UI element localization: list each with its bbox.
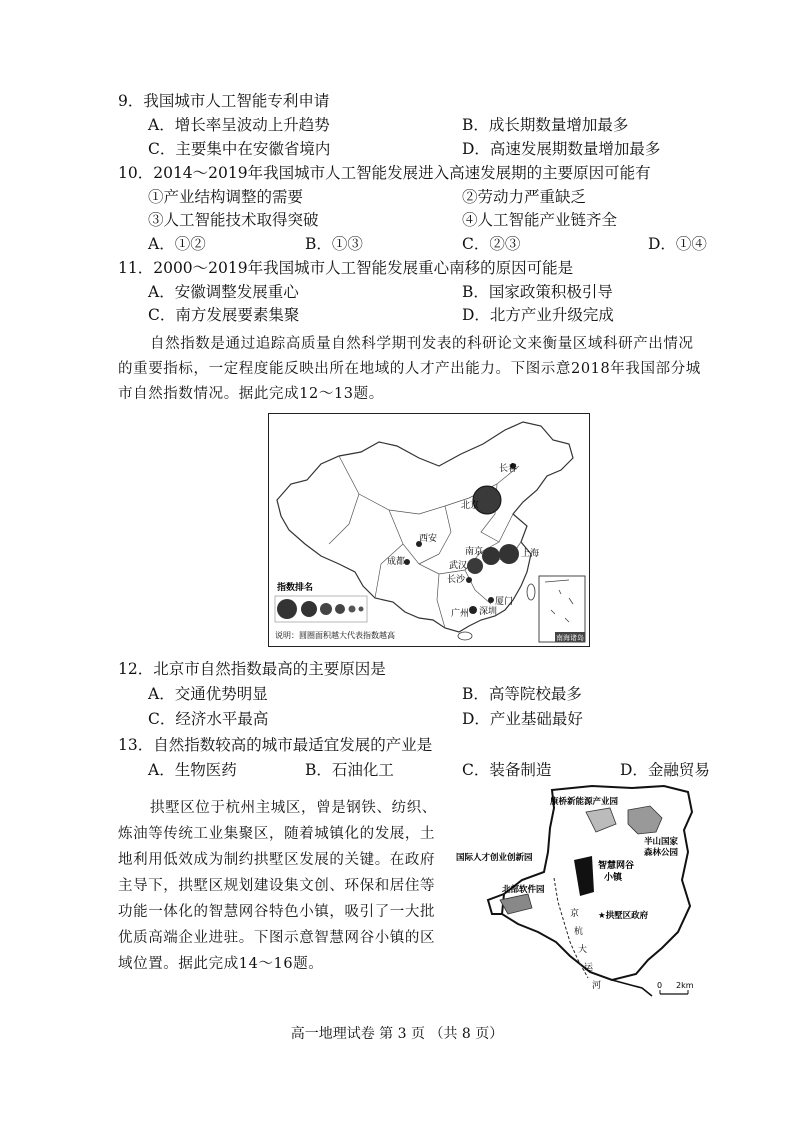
district-south-edge xyxy=(612,980,652,996)
q12-option-c: C．经济水平最高 xyxy=(148,710,269,728)
q11-option-b: B．国家政策积极引导 xyxy=(462,283,613,301)
intro2-line2: 炼油等传统工业集聚区，随着城镇化的发展，土 xyxy=(118,826,436,842)
intro2-line5: 功能一体化的智慧网谷特色小镇，吸引了一大批 xyxy=(118,904,436,920)
intro1-line2: 的重要指标，一定程度能反映出所在地域的人才产出能力。下图示意2018年我国部分城 xyxy=(118,361,701,377)
q9-option-a: A．增长率呈波动上升趋势 xyxy=(148,116,330,134)
wuhan-circle xyxy=(467,558,483,574)
q13-option-d: D．金融贸易 xyxy=(620,761,710,779)
shenzhen-label: 深圳 xyxy=(479,607,498,617)
q9-stem: 9．我国城市人工智能专利申请 xyxy=(118,92,330,110)
intro2-line3: 地利用低效成为制约拱墅区发展的关键。在政府 xyxy=(118,852,436,868)
xian-label: 西安 xyxy=(419,534,438,544)
intro1-line1: 自然指数是通过追踪高质量自然科学期刊发表的科研论文来衡量区域科研产出情况 xyxy=(150,336,694,352)
legend-circle-3 xyxy=(320,603,332,615)
q10-option-d: D．①④ xyxy=(648,235,707,253)
q11-option-d: D．北方产业升级完成 xyxy=(462,306,614,324)
canal-char-1: 京 xyxy=(570,909,580,919)
page-footer: 高一地理试卷 第 3 页 （共 8 页） xyxy=(290,1026,504,1042)
q13-option-b: B．石油化工 xyxy=(305,761,394,779)
intro1-line3: 市自然指数情况。据此完成12～13题。 xyxy=(118,386,384,402)
legend-circle-4 xyxy=(335,604,345,614)
changsha-label: 长沙 xyxy=(447,575,466,585)
q10-statement-1: ①产业结构调整的需要 xyxy=(148,188,304,206)
guangzhou-circle xyxy=(469,606,477,614)
shanghai-label: 上海 xyxy=(521,549,540,559)
banshan-label-2: 森林公园 xyxy=(644,848,679,858)
q12-option-a: A．交通优势明显 xyxy=(148,685,268,703)
legend-note: 说明：圆圈面积越大代表指数越高 xyxy=(275,631,395,640)
scale-km-label: 2km xyxy=(676,981,694,990)
intro2-line4: 主导下，拱墅区规划建设集文创、环保和居住等 xyxy=(118,878,436,894)
legend-circle-6 xyxy=(359,607,364,612)
xiamen-circle xyxy=(488,597,494,603)
q10-statement-2: ②劳动力严重缺乏 xyxy=(462,188,587,206)
changchun-label: 长春 xyxy=(499,464,518,474)
hainan-island xyxy=(458,632,472,640)
legend-title: 指数排名 xyxy=(277,583,314,593)
q10-option-c: C．②③ xyxy=(462,235,521,253)
q9-option-b: B．成长期数量增加最多 xyxy=(462,116,629,134)
zhihui-label-2: 小镇 xyxy=(604,873,623,883)
q13-stem: 13．自然指数较高的城市最适宜发展的产业是 xyxy=(118,736,433,754)
china-map-drawing xyxy=(269,414,589,646)
q11-option-a: A．安徽调整发展重心 xyxy=(148,283,299,301)
chengdu-label: 成都 xyxy=(387,557,406,567)
q12-option-d: D．产业基础最好 xyxy=(462,710,583,728)
guangzhou-label: 广州 xyxy=(451,609,470,619)
beijing-label: 北京 xyxy=(461,501,480,511)
canal-char-4: 运 xyxy=(584,963,594,973)
gongshu-district-map xyxy=(452,782,714,1004)
q12-option-b: B．高等院校最多 xyxy=(462,685,582,703)
q11-stem: 11．2000～2019年我国城市人工智能发展重心南移的原因可能是 xyxy=(118,259,574,277)
canal-char-2: 杭 xyxy=(574,927,584,937)
shanghai-circle xyxy=(499,544,519,564)
kangqiao-label: 康桥新能源产业园 xyxy=(550,797,619,807)
legend-circle-5 xyxy=(349,606,356,613)
beibu-label: 北部软件园 xyxy=(502,885,545,895)
legend-circle-1 xyxy=(277,599,297,619)
talent-park-label: 国际人才创业创新园 xyxy=(456,853,533,863)
nanjing-label: 南京 xyxy=(465,547,484,557)
china-natural-index-map xyxy=(268,413,590,647)
intro2-line1: 拱墅区位于杭州主城区，曾是钢铁、纺织、 xyxy=(150,800,437,816)
changsha-circle xyxy=(466,577,472,583)
q13-option-a: A．生物医药 xyxy=(148,761,237,779)
banshan-label-1: 半山国家 xyxy=(644,837,679,847)
q10-statement-4: ④人工智能产业链齐全 xyxy=(462,211,618,229)
intro2-line7: 域位置。据此完成14～16题。 xyxy=(118,956,324,972)
gongshu-map-drawing xyxy=(452,782,714,1004)
q9-option-c: C．主要集中在安徽省境内 xyxy=(148,140,331,158)
xiamen-label: 厦门 xyxy=(495,597,514,607)
q10-option-b: B．①③ xyxy=(305,235,363,253)
china-outline xyxy=(277,422,573,632)
intro2-line6: 优质高端企业进驻。下图示意智慧网谷小镇的区 xyxy=(118,930,436,946)
inset-label: 南海诸岛 xyxy=(556,634,584,642)
canal-char-5: 河 xyxy=(592,981,602,991)
q12-stem: 12．北京市自然指数最高的主要原因是 xyxy=(118,660,386,678)
taiwan-island xyxy=(527,584,535,600)
legend-circle-2 xyxy=(301,601,317,617)
scale-zero-label: 0 xyxy=(657,981,663,990)
zhihui-label-1: 智慧网谷 xyxy=(598,861,635,871)
q13-option-c: C．装备制造 xyxy=(462,761,552,779)
wuhan-label: 武汉 xyxy=(449,561,468,571)
q11-option-c: C．南方发展要素集聚 xyxy=(148,306,300,324)
canal-char-3: 大 xyxy=(578,945,588,955)
q10-option-a: A．①② xyxy=(148,235,206,253)
q9-option-d: D．高速发展期数量增加最多 xyxy=(462,140,661,158)
gov-label: ★拱墅区政府 xyxy=(598,911,649,921)
q10-statement-3: ③人工智能技术取得突破 xyxy=(148,211,319,229)
q10-stem: 10．2014～2019年我国城市人工智能发展进入高速发展期的主要原因可能有 xyxy=(118,164,651,182)
nanjing-circle xyxy=(482,547,500,565)
